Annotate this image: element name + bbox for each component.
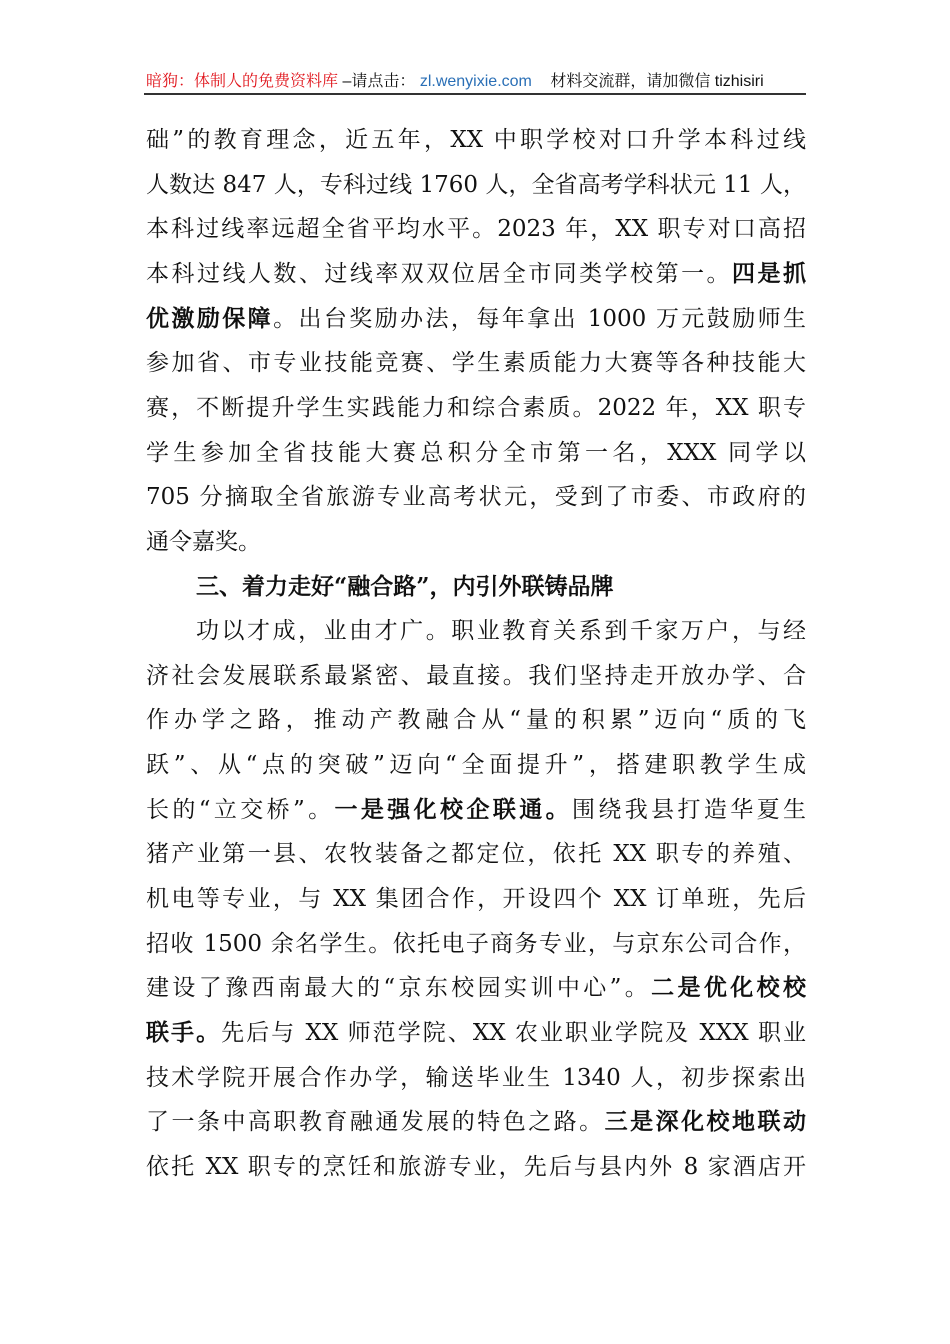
text-segment: 三、着力走好“融合路”，内引外联铸品牌 [196, 572, 614, 600]
text-segment: 猪产业第一县、农牧装备之都定位，依托 XX 职专的养殖、 [146, 841, 806, 868]
text-line [146, 304, 806, 334]
text-segment: 技术学院开展合作办学，输送毕业生 1340 人，初步探索出 [146, 1064, 806, 1091]
text-line [146, 348, 806, 378]
bold-text: 联手。 [146, 1019, 222, 1046]
text-line [146, 214, 806, 244]
text-line [146, 1063, 806, 1093]
text-segment: 参加省、市专业技能竞赛、学生素质能力大赛等各种技能大 [146, 350, 806, 377]
text-line [146, 1152, 806, 1182]
text-line [146, 393, 806, 423]
text-line [146, 705, 806, 735]
text-segment: 705 分摘取全省旅游专业高考状元，受到了市委、市政府的 [146, 484, 806, 511]
text-segment: 依托 XX 职专的烹饪和旅游专业，先后与县内外 8 家酒店开 [146, 1153, 806, 1180]
text-segment: 济社会发展联系最紧密、最直接。我们坚持走开放办学、合 [146, 662, 806, 689]
text-line [146, 750, 806, 780]
text-segment: 作办学之路，推动产教融合从“量的积累”迈向“质的飞 [146, 707, 806, 734]
header-group-info: 材料交流群，请加微信 tizhisiri [550, 73, 764, 90]
text-segment: 建设了豫西南最大的“京东校园实训中心”。 [146, 975, 652, 1002]
text-line [146, 839, 806, 869]
text-segment: 。出台奖励办法，每年拿出 1000 万元鼓励师生 [273, 305, 807, 332]
text-segment: 了一条中高职教育融通发展的特色之路。 [146, 1109, 605, 1136]
text-segment: 机电等专业，与 XX 集团合作，开设四个 XX 订单班，先后 [146, 886, 806, 913]
bold-text: 二是优化校校 [651, 974, 806, 1002]
text-segment: 跃”、从“点的突破”迈向“全面提升”，搭建职教学生成 [146, 752, 806, 779]
text-line [196, 616, 806, 646]
text-segment: 本科过线人数、过线率双双位居全市同类学校第一。 [146, 260, 733, 287]
text-line [146, 795, 806, 825]
text-segment: 先后与 XX 师范学院、XX 农业职业学院及 XXX 职业 [221, 1020, 806, 1046]
page-header [146, 68, 806, 92]
text-segment: 通令嘉奖。 [146, 528, 261, 555]
text-segment: 学生参加全省技能大赛总积分全市第一名，XXX 同学以 [146, 439, 806, 466]
text-line [146, 1018, 806, 1048]
text-line [146, 125, 806, 155]
text-segment: 招收 1500 余名学生。依托电子商务专业，与京东公司合作， [146, 930, 806, 957]
text-line [146, 527, 806, 557]
header-prompt: –请点击： [342, 73, 416, 90]
bold-text: 优激励保障 [146, 304, 274, 332]
bold-text: 四是抓 [732, 259, 807, 287]
text-line [146, 973, 806, 1003]
text-segment: 人数达 847 人，专科过线 1760 人，全省高考学科状元 11 人， [146, 171, 806, 198]
text-line [146, 170, 806, 200]
text-line [146, 884, 806, 914]
text-segment: 赛，不断提升学生实践能力和综合素质。2022 年，XX 职专 [146, 394, 806, 421]
text-segment: 功以才成，业由才广。职业教育关系到千家万户，与经 [196, 618, 806, 645]
text-segment: 围绕我县打造华夏生 [571, 796, 806, 823]
text-segment: 本科过线率远超全省平均水平。2023 年，XX 职专对口高招 [146, 216, 806, 243]
bold-text: 一是强化校企联通。 [334, 795, 572, 823]
text-line [146, 438, 806, 468]
section-heading [196, 572, 806, 602]
header-brand: 暗狗：体制人的免费资料库 [146, 73, 339, 90]
text-line [146, 482, 806, 512]
text-line [146, 1107, 806, 1137]
text-segment: 长的“立交桥”。 [146, 796, 335, 823]
text-line [146, 661, 806, 691]
header-url-link[interactable]: zl.wenyixie.com [419, 73, 532, 90]
text-line [146, 929, 806, 959]
bold-text: 三是深化校地联动 [604, 1108, 807, 1136]
text-line [146, 259, 806, 289]
text-segment: 础”的教育理念，近五年，XX 中职学校对口升学本科过线 [146, 127, 806, 153]
header-divider [144, 93, 806, 95]
